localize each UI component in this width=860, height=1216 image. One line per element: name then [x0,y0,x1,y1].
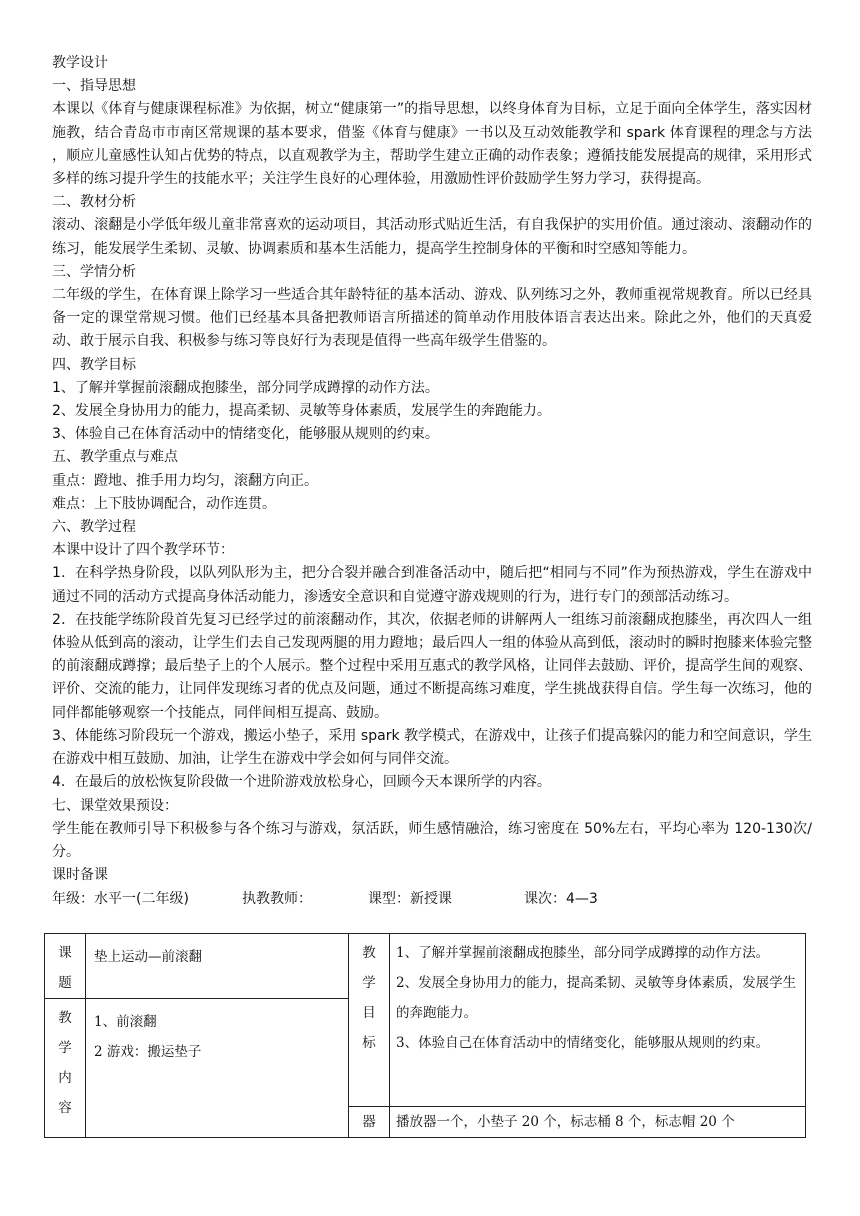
table-goal-item: 3、体验自己在体育活动中的情绪变化，能够服从规则的约束。 [396,1035,770,1051]
doc-title: 教学设计 [52,55,108,71]
goal-item: 1、了解并掌握前滚翻成抱膝坐，部分同学成蹲撑的动作方法。 [52,379,439,396]
process-step: 2．在技能学练阶段首先复习已经学过的前滚翻动作，其次，依据老师的讲解两人一组练习前滚翻成抱膝坐，再次四人一组体验从低到高的滚动，让学生们去自己发现两腿的用力蹬地；最后四人一组的体验从高到低，滚动时的瞬时抱膝来体验完整的前滚翻成蹲撑；最后垫子上的个人展示。整个过程中采用互惠式的教学风格，让同伴去鼓励、评价，提高学生间的观察、评价、交流的能力，让同伴发现练习者的优点及问题，通过不断提高练习难度，学生挑战获得自信。学生每一次练习，他的同伴都能够观察一个技能点，同伴间相互提高、鼓励。 [52,611,812,721]
teacher-label: 执教教师： [242,891,312,908]
grade-label: 年级：水平一(二年级) [52,891,189,908]
section-7-heading: 七、课堂效果预设： [52,797,178,814]
section-7-text: 学生能在教师引导下积极参与各个练习与游戏，氛活跃，师生感情融洽，练习密度在 50%左右，平均心率为 120-130次/分。 [52,820,812,860]
key-point: 重点：蹬地、推手用力均匀，滚翻方向正。 [52,472,318,489]
goal-item: 3、体验自己在体育活动中的情绪变化，能够服从规则的约束。 [52,426,439,443]
lesson-meta-row [52,887,812,911]
equipment-value: 播放器一个，小垫子 20 个，标志桶 8 个，标志帽 20 个 [390,1107,806,1138]
section-3-text: 二年级的学生，在体育课上除学习一些适合其年龄特征的基本活动、游戏、队列练习之外，教师重视常规教育。所以已经具备一定的课堂常规习惯。他们已经基本具备把教师语言所描述的简单动作用肢体语言表达出来。除此之外，他们的天真爱动、敢于展示自我、积极参与练习等良好行为表现是值得一些高年级学生借鉴的。 [52,287,812,350]
topic-value: 垫上运动—前滚翻 [86,934,349,999]
process-step: 4．在最后的放松恢复阶段做一个进阶游戏放松身心，回顾今天本课所学的内容。 [52,774,551,791]
content-cell [86,999,349,1138]
content-label: 教 学 内 容 [45,999,86,1138]
section-5-heading: 五、教学重点与难点 [52,449,178,466]
goal-label: 教 学 目 标 [349,934,390,1107]
content-item: 1、前滚翻 [94,1014,157,1030]
section-1-text: 本课以《体育与健康课程标准》为依据，树立“健康第一”的指导思想，以终身体育为目标，立足于面向全体学生，落实因材施教，结合青岛市市南区常规课的基本要求，借鉴《体育与健康》一书以及互动效能教学和 spark 体育课程的理念与方法 ，顺应儿童感性认知占优势的特点，以直观教学为主，帮助学生建立正确的动作表象；遵循技能发展提高的规律，采用形式多样的练习提升学生的技能水平；关注学生良好的心理体验，用激励性评价鼓励学生努力学习，获得提高。 [52,101,812,188]
process-step: 3、体能练习阶段玩一个游戏，搬运小垫子，采用 spark 教学模式，在游戏中，让孩子们提高躲闪的能力和空间意识，学生在游戏中相互鼓励、加油，让学生在游戏中学会如何与同伴交流。 [52,727,812,768]
section-6-heading: 六、教学过程 [52,519,136,536]
lesson-plan-table [44,933,806,1138]
section-2-text: 滚动、滚翻是小学低年级儿童非常喜欢的运动项目，其活动形式贴近生活，有自我保护的实用价值。通过滚动、滚翻动作的练习，能发展学生柔韧、灵敏、协调素质和基本生活能力，提高学生控制身体的平衡和时空感知等能力。 [52,217,812,257]
content-item: 2 游戏：搬运垫子 [94,1044,202,1060]
table-goal-item: 2、发展全身协用力的能力，提高柔韧、灵敏等身体素质，发展学生的奔跑能力。 [396,975,797,1021]
process-step: 1．在科学热身阶段，以队列队形为主，把分合裂并融合到准备活动中，随后把“相同与不同”作为预热游戏，学生在游戏中通过不同的活动方式提高身体活动能力，渗透安全意识和自觉遵守游戏规则的行为，进行专门的颈部活动练习。 [52,565,812,605]
section-4-heading: 四、教学目标 [52,356,136,373]
topic-label: 课 题 [45,934,86,999]
document-body [52,52,812,911]
prep-title: 课时备课 [52,867,108,884]
difficult-point: 难点：上下肢协调配合，动作连贯。 [52,495,276,512]
table-goal-item: 1、了解并掌握前滚翻成抱膝坐，部分同学成蹲撑的动作方法。 [396,945,770,961]
equipment-label: 器 [349,1107,390,1138]
section-6-intro: 本课中设计了四个教学环节： [52,542,234,559]
section-1-heading: 一、指导思想 [52,78,136,95]
goal-cell [390,934,806,1107]
section-2-heading: 二、教材分析 [52,194,136,211]
session-label: 课次：4—3 [524,891,598,908]
section-3-heading: 三、学情分析 [52,263,136,280]
goal-item: 2、发展全身协用力的能力，提高柔韧、灵敏等身体素质，发展学生的奔跑能力。 [52,403,551,420]
lesson-type-label: 课型：新授课 [368,891,452,908]
